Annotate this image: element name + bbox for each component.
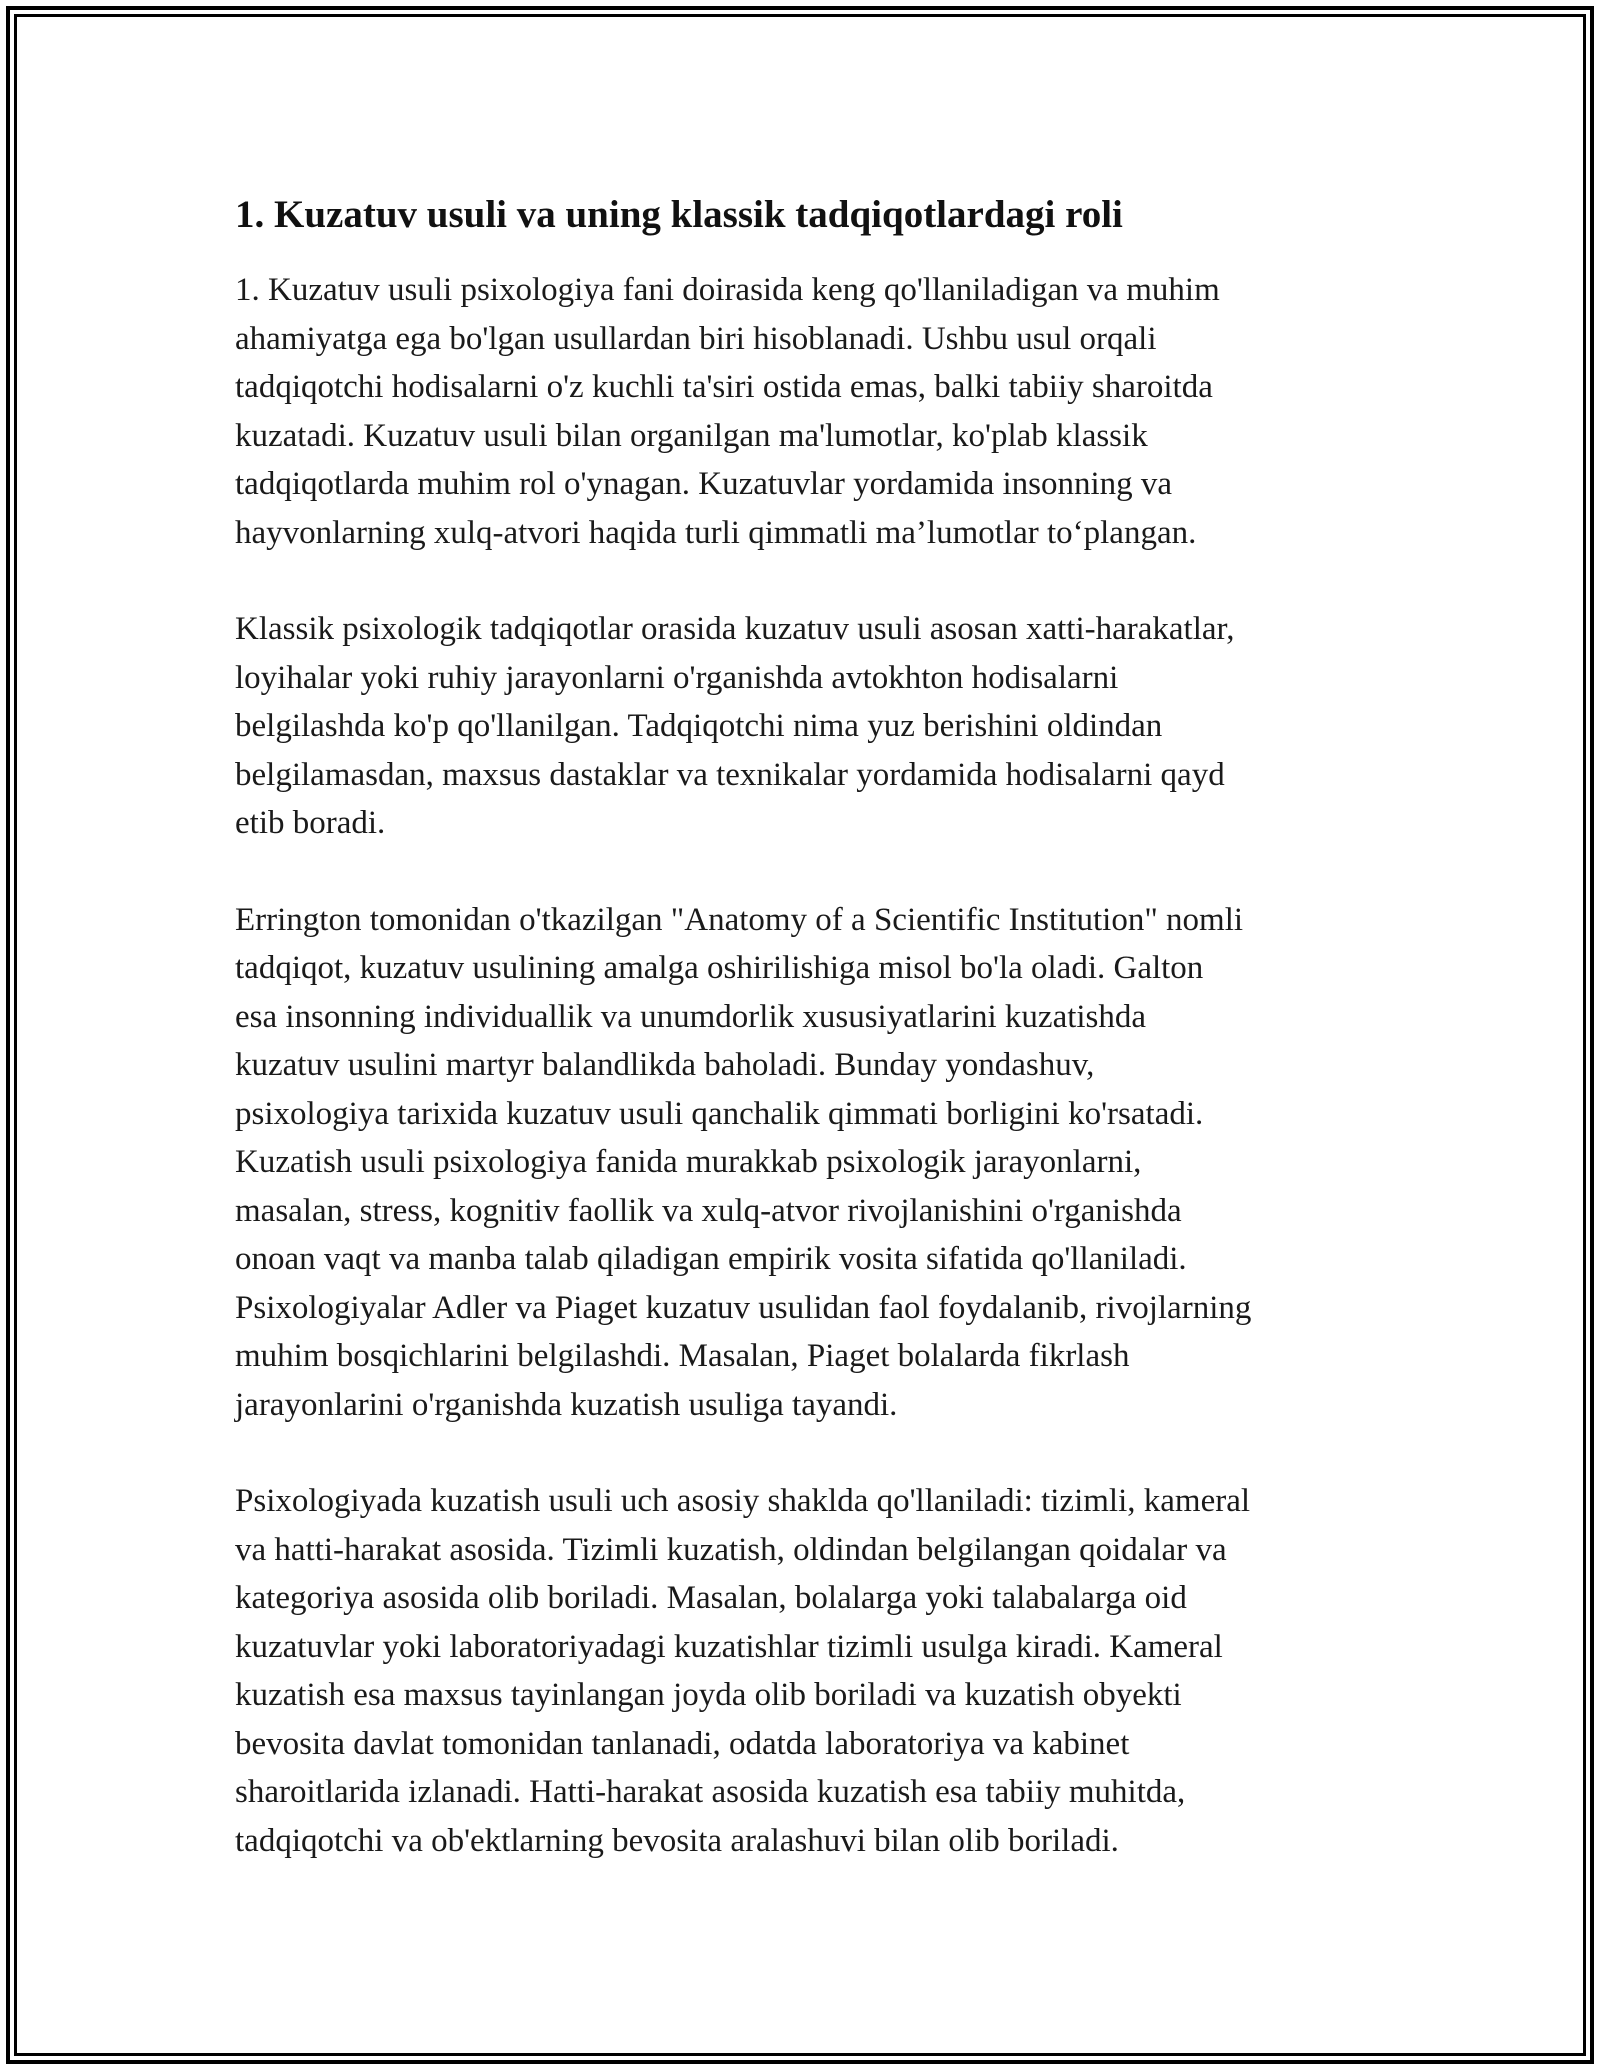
- paragraph-intro: 1. Kuzatuv usuli psixologiya fani doirasida keng qo'llaniladigan va muhim ahamiyatga ega bo'lgan usullardan biri hisoblanadi. Ushbu usul orqali tadqiqotchi hodisalarni o'z kuchli ta'siri ostida emas, balki tabiiy sharoitda kuzatadi. Kuzatuv usuli bilan organilgan ma'lumotlar, ko'plab klassik tadqiqotlarda muhim rol o'ynagan. Kuzatuvlar yordamida insonning va hayvonlarning xulq-atvori haqida turli qimmatli ma’lumotlar to‘plangan.: [235, 272, 1220, 551]
- paragraph-forms: Psixologiyada kuzatish usuli uch asosiy shaklda qo'llaniladi: tizimli, kameral va hatti-harakat asosida. Tizimli kuzatish, oldindan belgilangan qoidalar va kategoriya asosida olib boriladi. Masalan, bolalarga yoki talabalarga oid kuzatuvlar yoki laboratoriyadagi kuzatishlar tizimli usulga kiradi. Kameral kuzatish esa maxsus tayinlangan joyda olib boriladi va kuzatish obyekti bevosita davlat tomonidan tanlanadi, odatda laboratoriya va kabinet sharoitlarida izlanadi. Hatti-harakat asosida kuzatish esa tabiiy muhitda, tadqiqotchi va ob'ektlarning bevosita aralashuvi bilan olib boriladi.: [235, 1483, 1251, 1859]
- section-heading: 1. Kuzatuv usuli va uning klassik tadqiqotlardagi roli: [235, 193, 1123, 236]
- paragraph-classic-research: Klassik psixologik tadqiqotlar orasida kuzatuv usuli asosan xatti-harakatlar, loyihalar yoki ruhiy jarayonlarni o'rganishda avtokhton hodisalarni belgilashda ko'p qo'llanilgan. Tadqiqotchi nima yuz berishini oldindan belgilamasdan, maxsus dastaklar va texnikalar yordamida hodisalarni qayd etib boradi.: [235, 611, 1235, 841]
- document-body: [235, 190, 1385, 1913]
- paragraph-examples: Errington tomonidan o'tkazilgan "Anatomy of a Scientific Institution" nomli tadqiqot, kuzatuv usulining amalga oshirilishiga misol bo'la oladi. Galton esa insonning individuallik va unumdorlik xususiyatlarini kuzatishda kuzatuv usulini martyr balandlikda baholadi. Bunday yondashuv, psixologiya tarixida kuzatuv usuli qanchalik qimmati borligini ko'rsatadi. Kuzatish usuli psixologiya fanida murakkab psixologik jarayonlarni, masalan, stress, kognitiv faollik va xulq-atvor rivojlanishini o'rganishda onoan vaqt va manba talab qiladigan empirik vosita sifatida qo'llaniladi. Psixologiyalar Adler va Piaget kuzatuv usulidan faol foydalanib, rivojlarning muhim bosqichlarini belgilashdi. Masalan, Piaget bolalarda fikrlash jarayonlarini o'rganishda kuzatish usuliga tayandi.: [235, 901, 1252, 1423]
